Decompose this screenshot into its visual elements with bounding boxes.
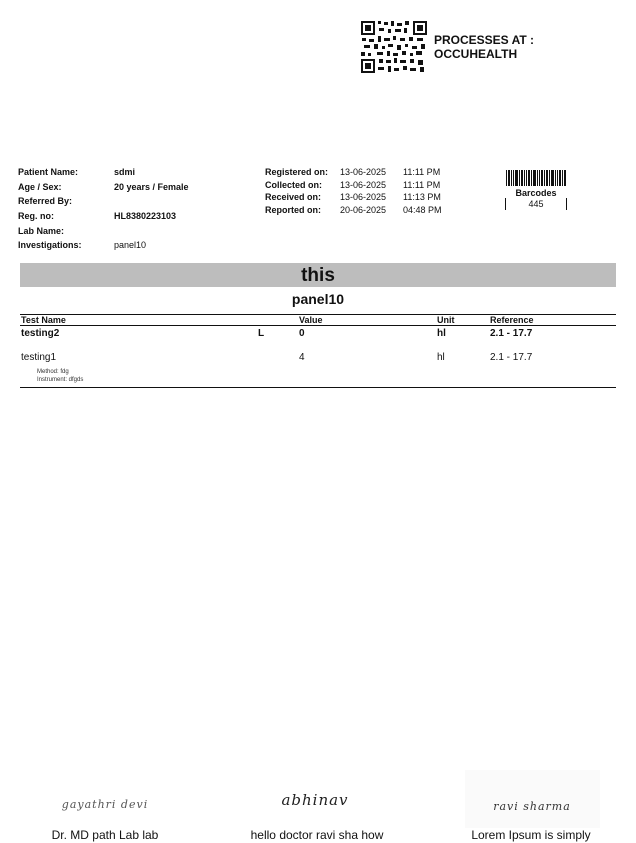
signature-text: gayathri devi — [61, 798, 149, 811]
reg-no-value: HL8380223103 — [114, 211, 177, 221]
barcodes-label: Barcodes — [515, 188, 557, 198]
registered-on-time: 11:11 PM — [403, 167, 441, 177]
table-header-rule — [20, 325, 616, 326]
row-instrument: Instrument: dfgds — [37, 377, 84, 383]
signatory-name: Dr. MD path Lab lab — [51, 828, 159, 842]
collected-on-label: Collected on: — [265, 180, 323, 190]
age-sex-value: 20 years / Female — [114, 182, 189, 192]
registered-on-label: Registered on: — [265, 167, 329, 177]
signature-image — [50, 770, 160, 820]
signature-text: ravi sharma — [493, 800, 571, 813]
row-reference: 2.1 - 17.7 — [490, 352, 533, 363]
row-unit: hl — [437, 352, 445, 363]
row-value: 0 — [299, 328, 305, 339]
signatory-name: Lorem Ipsum is simply — [471, 828, 591, 842]
reg-no-label: Reg. no: — [18, 211, 54, 221]
barcode-number: 445 — [505, 198, 567, 210]
collected-on-date: 13-06-2025 — [340, 180, 387, 190]
received-on-label: Received on: — [265, 192, 322, 202]
age-sex-label: Age / Sex: — [18, 182, 62, 192]
row-reference: 2.1 - 17.7 — [490, 328, 533, 339]
received-on-time: 11:13 PM — [403, 192, 441, 202]
registered-on-date: 13-06-2025 — [340, 167, 387, 177]
row-method: Method: fdg — [37, 369, 69, 375]
panel-title: panel10 — [291, 291, 345, 307]
signature-image — [465, 770, 600, 828]
referred-by-label: Referred By: — [18, 196, 73, 206]
column-header-reference: Reference — [490, 315, 534, 325]
signatory-name: hello doctor ravi sha how — [250, 828, 384, 842]
row-test-name: testing1 — [21, 352, 57, 363]
received-on-date: 13-06-2025 — [340, 192, 387, 202]
barcode-image — [506, 170, 566, 186]
lab-name-label: Lab Name: — [18, 226, 65, 236]
investigations-value: panel10 — [114, 240, 147, 250]
column-header-unit: Unit — [437, 315, 455, 325]
investigations-label: Investigations: — [18, 240, 82, 250]
processes-at-label: PROCESSES AT : OCCUHEALTH — [434, 33, 535, 61]
reported-on-date: 20-06-2025 — [340, 205, 387, 215]
qr-code — [360, 20, 428, 74]
table-bottom-rule — [20, 387, 616, 388]
patient-name-label: Patient Name: — [18, 167, 79, 177]
row-flag: L — [258, 328, 265, 339]
reported-on-time: 04:48 PM — [403, 205, 442, 215]
signature-text: abhinav — [281, 791, 349, 809]
patient-name-value: sdmi — [114, 167, 136, 177]
row-unit: hl — [437, 328, 446, 339]
row-test-name: testing2 — [21, 328, 60, 339]
column-header-value: Value — [299, 315, 323, 325]
signature-image — [255, 770, 375, 820]
row-value: 4 — [299, 352, 305, 363]
column-header-test-name: Test Name — [21, 315, 66, 325]
collected-on-time: 11:11 PM — [403, 180, 441, 190]
reported-on-label: Reported on: — [265, 205, 321, 215]
section-title: this — [301, 265, 335, 286]
